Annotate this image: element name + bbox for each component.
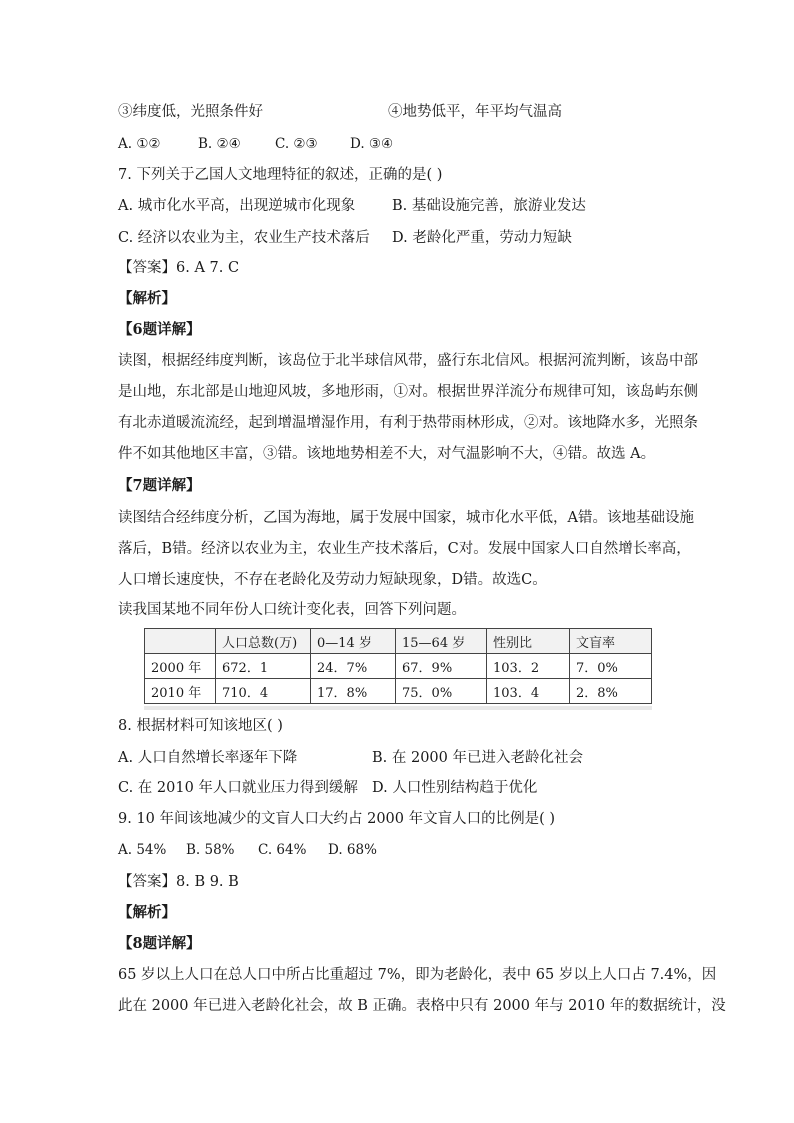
q6-choice-a: A. ①②	[118, 136, 161, 152]
q6-choice-d: D. ③④	[350, 136, 394, 152]
q8-option-d: D. 人口性别结构趋于优化	[372, 780, 538, 796]
table-cell: 710．4	[216, 679, 311, 704]
answer-8-9: 【答案】8. B 9. B	[118, 874, 239, 890]
q6-detail-line-1: 读图，根据经纬度判断，该岛位于北半球信风带，盛行东北信风。根据河流判断，该岛中部	[118, 353, 698, 369]
q6-detail-line-2: 是山地，东北部是山地迎风坡，多地形雨，①对。根据世界洋流分布规律可知，该岛屿东侧	[118, 384, 698, 400]
q8-stem: 8. 根据材料可知该地区( )	[118, 718, 283, 734]
q9-choice-b: B. 58%	[186, 842, 235, 858]
q6-detail-heading: 【6题详解】	[118, 321, 201, 338]
table-cell: 2．8%	[570, 679, 652, 704]
table-cell: 17．8%	[311, 679, 396, 704]
q8-option-a: A. 人口自然增长率逐年下降	[118, 750, 298, 766]
q7-option-b: B. 基础设施完善，旅游业发达	[392, 198, 586, 214]
q7-detail-line-2: 落后，B错。经济以农业为主，农业生产技术落后，C对。发展中国家人口自然增长率高，	[118, 541, 691, 557]
table-header-cell	[145, 629, 216, 654]
q6-option-4: ④地势低平，年平均气温高	[388, 104, 562, 120]
q8-option-c: C. 在 2010 年人口就业压力得到缓解	[118, 780, 358, 796]
q8-9-intro: 读我国某地不同年份人口统计变化表，回答下列问题。	[118, 602, 466, 618]
table-cell: 75．0%	[396, 679, 487, 704]
q6-choice-b: B. ②④	[198, 136, 241, 152]
q7-detail-heading: 【7题详解】	[118, 477, 201, 494]
table-cell: 103．4	[487, 679, 570, 704]
q9-choice-a: A. 54%	[118, 842, 167, 858]
table-header-cell: 性别比	[487, 629, 570, 654]
analysis-heading-2: 【解析】	[118, 904, 176, 921]
table-cell: 24．7%	[311, 654, 396, 679]
q7-detail-line-3: 人口增长速度快，不存在老龄化及劳动力短缺现象，D错。故选C。	[118, 572, 547, 588]
q7-option-d: D. 老龄化严重，劳动力短缺	[392, 230, 572, 246]
q7-stem: 7. 下列关于乙国人文地理特征的叙述，正确的是( )	[118, 167, 443, 183]
q8-option-b: B. 在 2000 年已进入老龄化社会	[372, 750, 583, 766]
table-header-cell: 文盲率	[570, 629, 652, 654]
table-row	[145, 654, 652, 679]
table-scan-shadow	[144, 706, 652, 710]
q7-option-c: C. 经济以农业为主，农业生产技术落后	[118, 230, 370, 246]
table-cell: 672．1	[216, 654, 311, 679]
q9-stem: 9. 10 年间该地减少的文盲人口大约占 2000 年文盲人口的比例是( )	[118, 811, 556, 827]
table-header-cell: 15—64 岁	[396, 629, 487, 654]
table-cell: 2010 年	[145, 679, 216, 704]
answer-6-7: 【答案】6. A 7. C	[118, 260, 240, 276]
table-header-row	[145, 629, 652, 654]
table-cell: 7．0%	[570, 654, 652, 679]
table-row	[145, 679, 652, 704]
q7-option-a: A. 城市化水平高，出现逆城市化现象	[118, 198, 356, 214]
q9-choice-d: D. 68%	[328, 842, 377, 858]
table-cell: 2000 年	[145, 654, 216, 679]
analysis-heading-1: 【解析】	[118, 290, 176, 307]
q6-detail-line-3: 有北赤道暖流流经，起到增温增湿作用，有利于热带雨林形成，②对。该地降水多，光照条	[118, 415, 698, 431]
table-header-cell: 人口总数(万)	[216, 629, 311, 654]
table-cell: 67．9%	[396, 654, 487, 679]
q6-choice-c: C. ②③	[275, 136, 318, 152]
q8-detail-line-1: 65 岁以上人口在总人口中所占比重超过 7%，即为老龄化，表中 65 岁以上人口占 7.4%，因	[118, 967, 717, 983]
q6-detail-line-4: 件不如其他地区丰富，③错。该地地势相差不大，对气温影响不大，④错。故选 A。	[118, 446, 656, 462]
q6-option-3: ③纬度低，光照条件好	[118, 104, 263, 120]
population-table	[144, 628, 652, 704]
table-header-cell: 0—14 岁	[311, 629, 396, 654]
q7-detail-line-1: 读图结合经纬度分析，乙国为海地，属于发展中国家，城市化水平低，A错。该地基础设施	[118, 510, 694, 526]
q8-detail-line-2: 此在 2000 年已进入老龄化社会，故 B 正确。表格中只有 2000 年与 2010 年的数据统计，没	[118, 998, 726, 1014]
table-cell: 103．2	[487, 654, 570, 679]
q8-detail-heading: 【8题详解】	[118, 935, 201, 952]
q9-choice-c: C. 64%	[258, 842, 307, 858]
